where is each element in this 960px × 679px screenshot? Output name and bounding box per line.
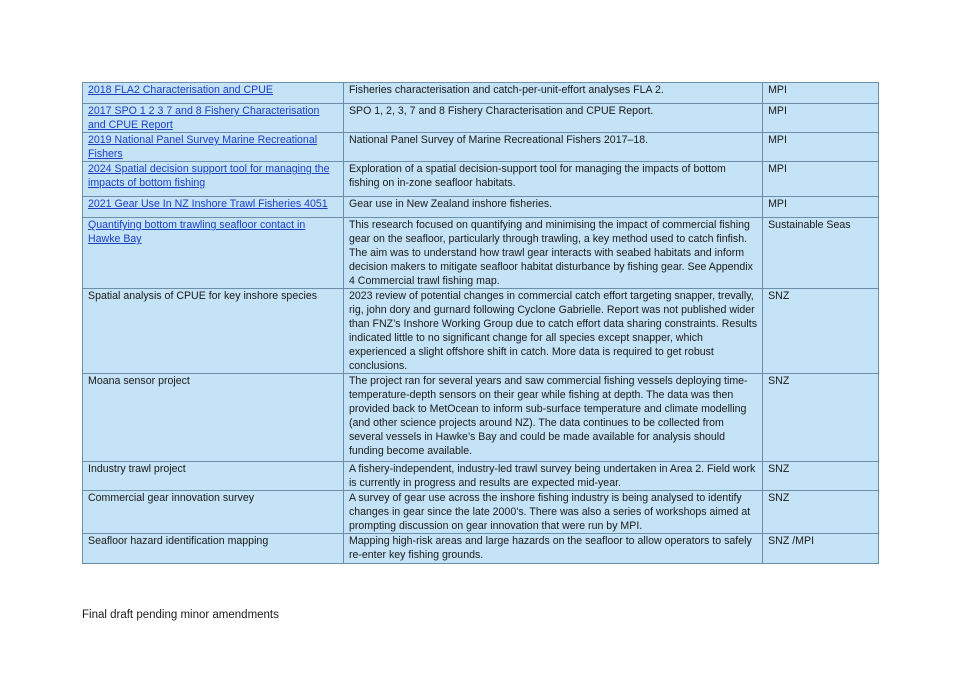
project-description: A fishery-independent, industry-led trawl survey being undertaken in Area 2. Field work is currently in progress and results are expected mid-year.	[343, 462, 762, 491]
project-link[interactable]: 2017 SPO 1 2 3 7 and 8 Fishery Characterisation and CPUE Report	[88, 105, 320, 131]
project-title: Commercial gear innovation survey	[88, 492, 255, 504]
table-row	[83, 462, 879, 491]
table-row	[83, 218, 879, 289]
project-title-cell	[83, 83, 344, 104]
footer-note: Final draft pending minor amendments	[82, 609, 279, 621]
project-owner: SNZ	[763, 462, 879, 491]
project-title: Seafloor hazard identification mapping	[88, 535, 269, 547]
project-owner: SNZ /MPI	[763, 534, 879, 564]
project-title-cell	[83, 491, 344, 534]
table-row	[83, 133, 879, 162]
project-title: Industry trawl project	[88, 463, 186, 475]
project-title-cell	[83, 197, 344, 218]
project-description: 2023 review of potential changes in commercial catch effort targeting snapper, trevally, rig, john dory and gurnard following Cyclone Gabrielle. Report was not published wider than FNZ’s Inshore Working Group due to catch effort data sharing constraints. Results indicated little to no significant change for all species except snapper, which experienced a slight offshore shift in catch. More data is required to get robust conclusions.	[343, 289, 762, 374]
project-owner: MPI	[763, 83, 879, 104]
project-title-cell	[83, 289, 344, 374]
project-owner: SNZ	[763, 374, 879, 462]
table-row	[83, 162, 879, 197]
project-owner: MPI	[763, 162, 879, 197]
table-row	[83, 374, 879, 462]
project-title: Spatial analysis of CPUE for key inshore species	[88, 290, 318, 302]
project-title-cell	[83, 462, 344, 491]
table-row	[83, 104, 879, 133]
project-title-cell	[83, 133, 344, 162]
table-row	[83, 83, 879, 104]
table-row	[83, 491, 879, 534]
project-owner: SNZ	[763, 491, 879, 534]
project-link[interactable]: 2024 Spatial decision support tool for managing the impacts of bottom fishing	[88, 163, 330, 189]
research-table	[82, 82, 879, 564]
table-row	[83, 289, 879, 374]
project-description: This research focused on quantifying and minimising the impact of commercial fishing gear on the seafloor, particularly through trawling, a key method used to catch finfish. The aim was to understand how trawl gear interacts with seabed habitats and inform decision makers to mitigate seafloor habitat disturbance by fishing gear. See Appendix 4 Commercial trawl fishing map.	[343, 218, 762, 289]
project-description: SPO 1, 2, 3, 7 and 8 Fishery Characterisation and CPUE Report.	[343, 104, 762, 133]
project-title-cell	[83, 374, 344, 462]
table-row	[83, 534, 879, 564]
project-title-cell	[83, 218, 344, 289]
project-description: Mapping high-risk areas and large hazards on the seafloor to allow operators to safely re-enter key fishing grounds.	[343, 534, 762, 564]
project-description: Gear use in New Zealand inshore fisheries.	[343, 197, 762, 218]
project-owner: MPI	[763, 133, 879, 162]
project-owner: SNZ	[763, 289, 879, 374]
project-owner: MPI	[763, 197, 879, 218]
project-description: The project ran for several years and saw commercial fishing vessels deploying time-temperature-depth sensors on their gear while fishing at depth. The data was then provided back to MetOcean to inform sub-surface temperature and climate modelling (and other science projects around NZ). The data continues to be collected from several vessels in Hawke’s Bay and could be made available for analysis should funding become available.	[343, 374, 762, 462]
project-owner: MPI	[763, 104, 879, 133]
project-title: Moana sensor project	[88, 375, 190, 387]
research-table-body	[83, 83, 879, 564]
project-title-cell	[83, 162, 344, 197]
table-row	[83, 197, 879, 218]
project-link[interactable]: 2021 Gear Use In NZ Inshore Trawl Fisheries 4051	[88, 198, 328, 210]
project-link[interactable]: Quantifying bottom trawling seafloor contact in Hawke Bay	[88, 219, 306, 245]
project-link[interactable]: 2019 National Panel Survey Marine Recreational Fishers	[88, 134, 318, 160]
project-title-cell	[83, 104, 344, 133]
project-description: Exploration of a spatial decision-support tool for managing the impacts of bottom fishing on in-zone seafloor habitats.	[343, 162, 762, 197]
project-title-cell	[83, 534, 344, 564]
project-owner: Sustainable Seas	[763, 218, 879, 289]
project-description: A survey of gear use across the inshore fishing industry is being analysed to identify changes in gear since the late 2000’s. There was also a series of workshops aimed at prompting discussion on gear innovation that were run by MPI.	[343, 491, 762, 534]
project-description: Fisheries characterisation and catch-per-unit-effort analyses FLA 2.	[343, 83, 762, 104]
project-description: National Panel Survey of Marine Recreational Fishers 2017–18.	[343, 133, 762, 162]
project-link[interactable]: 2018 FLA2 Characterisation and CPUE	[88, 84, 273, 96]
